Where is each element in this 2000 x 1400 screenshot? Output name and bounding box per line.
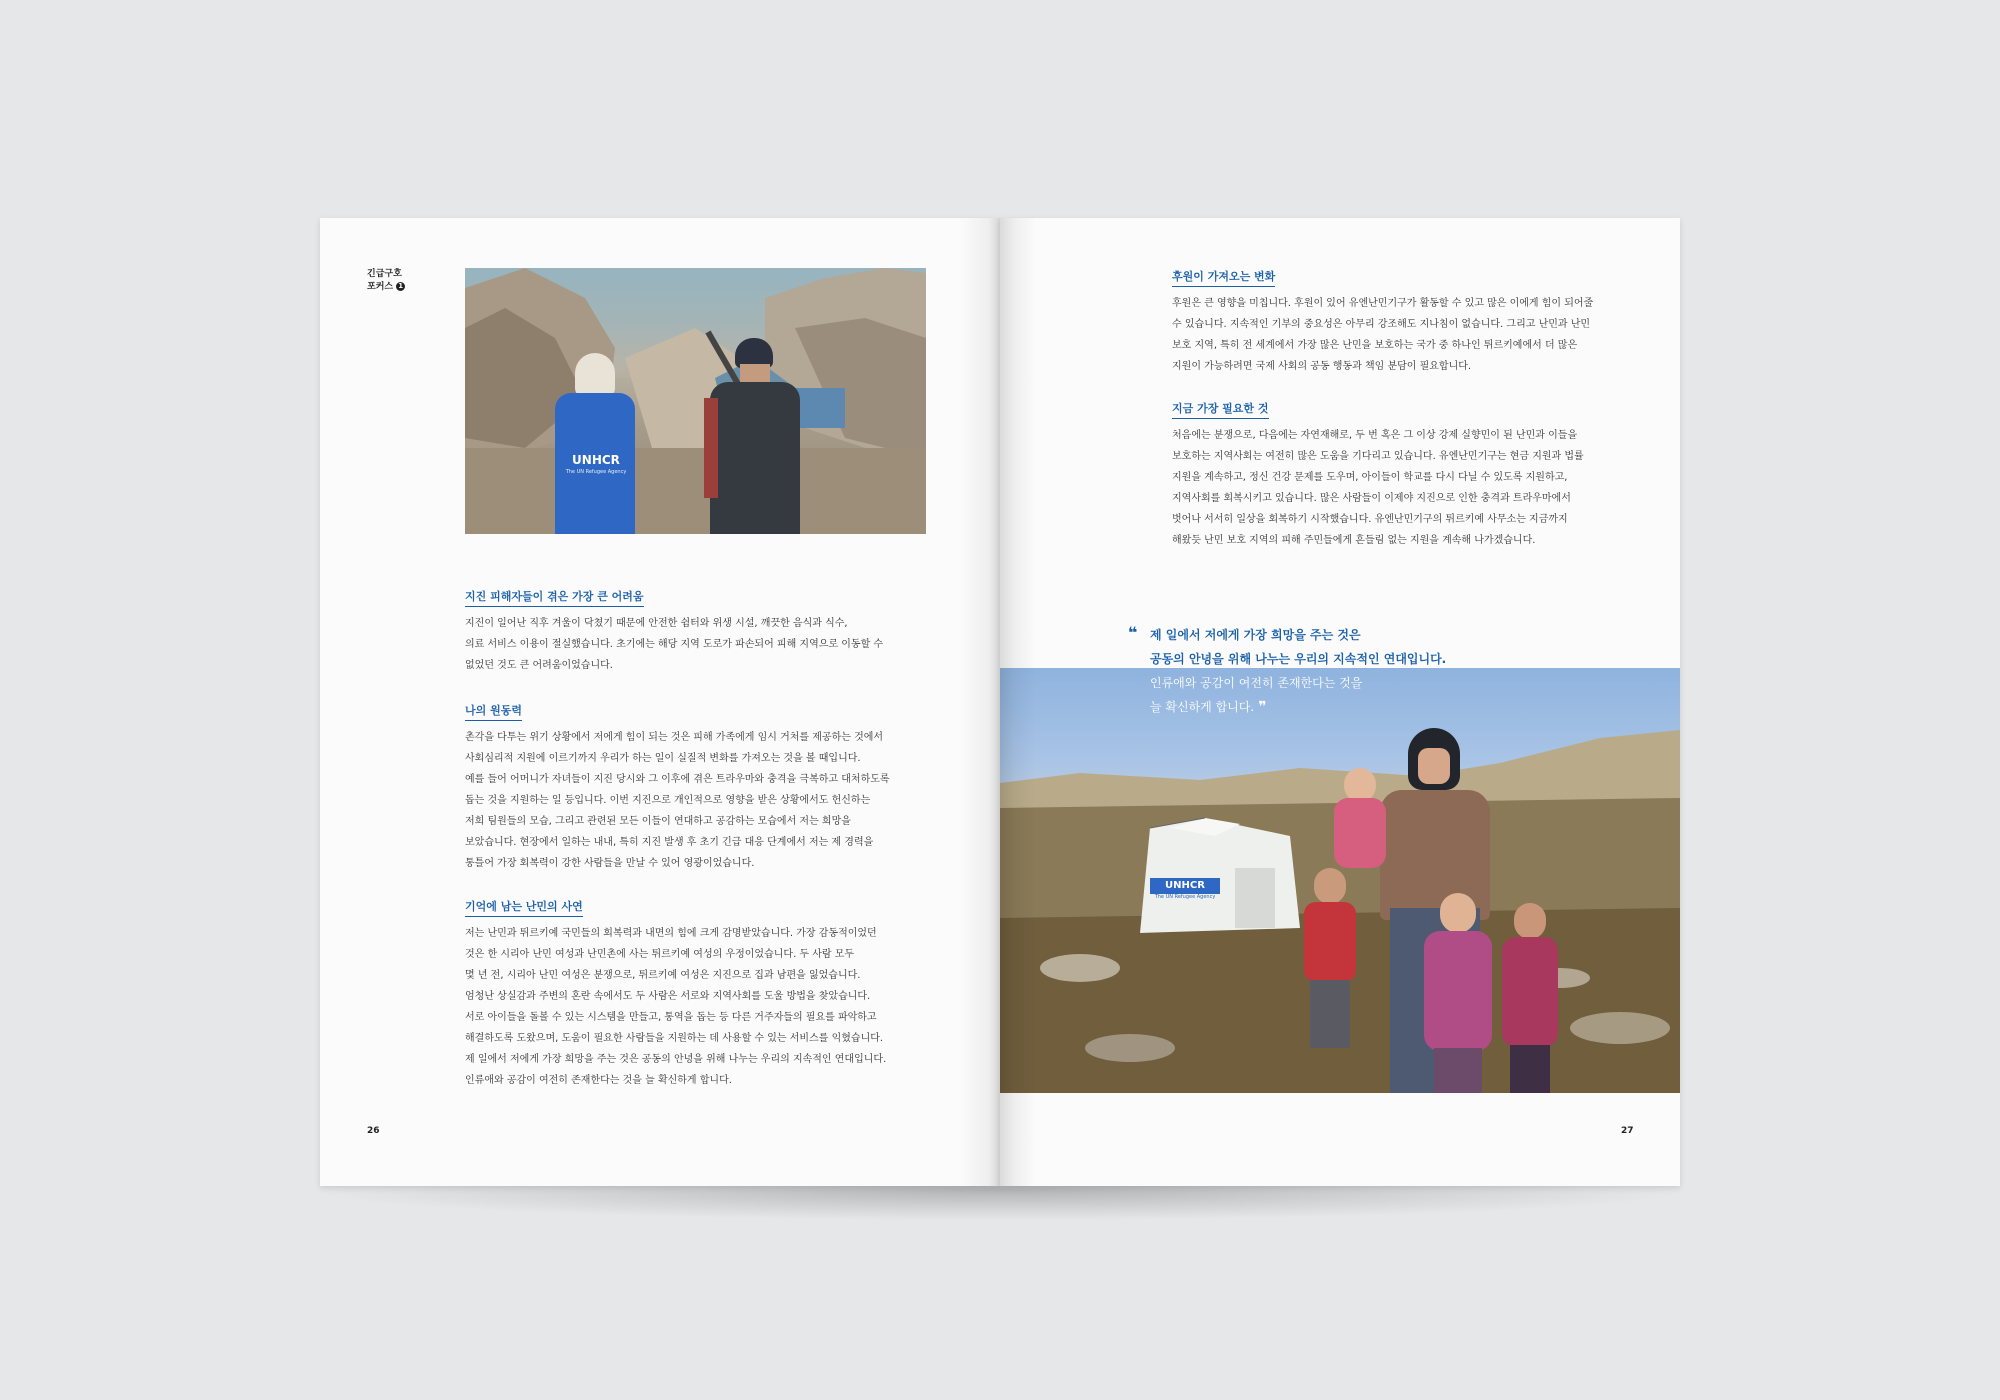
boy-pants: [1310, 980, 1350, 1048]
text-line: 촌각을 다투는 위기 상황에서 저에게 힘이 되는 것은 피해 가족에게 임시 거처를 제공하는 것에서: [465, 732, 884, 743]
gutter-shadow: [1000, 218, 1036, 1186]
girl2-pants: [1510, 1045, 1550, 1093]
text-line: 것은 한 시리아 난민 여성과 난민촌에 사는 튀르키예 여성의 우정이었습니다. 두 사람 모두: [465, 949, 855, 960]
boy-left: [1300, 868, 1360, 1048]
boy-shirt: [1304, 902, 1356, 982]
photo-rubble-aid-workers: [465, 268, 926, 534]
paragraph-donation-impact: [1172, 293, 1593, 377]
text-line: 수 있습니다. 지속적인 기부의 중요성은 아무리 강조해도 지나침이 없습니다. 그리고 난민과 난민: [1172, 319, 1591, 330]
text-line: 저는 난민과 튀르키예 국민들의 회복력과 내면의 힘에 크게 감명받았습니다. 가장 감동적이었던: [465, 928, 877, 939]
text-line: 처음에는 분쟁으로, 다음에는 자연재해로, 두 번 혹은 그 이상 강제 실향민이 된 난민과 이들을: [1172, 430, 1578, 441]
section-tag-line2: 포커스: [367, 282, 394, 292]
text-line: 저희 팀원들의 모습, 그리고 관련된 모든 이들이 연대하고 공감하는 모습에서 저는 희망을: [465, 816, 851, 827]
text-line: 예를 들어 어머니가 자녀들이 지진 당시와 그 이후에 겪은 트라우마와 충격을 극복하고 대처하도록: [465, 774, 890, 785]
text-line: 지원이 가능하려면 국제 사회의 공동 행동과 책임 분담이 필요합니다.: [1172, 361, 1472, 372]
baby-head: [1344, 768, 1376, 802]
left-page: [320, 218, 1000, 1186]
paragraph-hardships: [465, 613, 883, 676]
photo-rubble-scene: [465, 268, 926, 534]
text-line: 지역사회를 회복시키고 있습니다. 많은 사람들이 이제야 지진으로 인한 충격과 트라우마에서: [1172, 493, 1571, 504]
paragraph-current-needs: [1172, 425, 1584, 551]
text-line: 통틀어 가장 회복력이 강한 사람들을 만날 수 있어 영광이었습니다.: [465, 858, 755, 869]
heading-motivation: 나의 원동력: [465, 702, 522, 721]
close-quote-icon: ❞: [1258, 699, 1267, 715]
text-line: 제 일에서 저에게 가장 희망을 주는 것은 공동의 안녕을 위해 나누는 우리의 지속적인 연대입니다.: [465, 1054, 887, 1065]
girl-sweater: [1424, 931, 1492, 1051]
text-line: 의료 서비스 이용이 절실했습니다. 초기에는 해당 지역 도로가 파손되어 피해 지역으로 이동할 수: [465, 639, 884, 650]
text-line: 인류애와 공감이 여전히 존재한다는 것을 늘 확신하게 합니다.: [465, 1075, 732, 1086]
sleeve: [704, 398, 718, 498]
dark-vest: [710, 382, 800, 534]
section-number-badge: 1: [396, 282, 405, 291]
paragraph-motivation: [465, 727, 890, 874]
aid-worker-man: [710, 338, 800, 534]
text-line: 벗어나 서서히 일상을 회복하기 시작했습니다. 유엔난민기구의 튀르키예 사무소는 지금까지: [1172, 514, 1568, 525]
text-line: 엄청난 상실감과 주변의 혼란 속에서도 두 사람은 서로와 지역사회를 도울 방법을 찾았습니다.: [465, 991, 871, 1002]
text-line: 해왔듯 난민 보호 지역의 피해 주민들에게 흔들림 없는 지원을 계속해 나가겠습니다.: [1172, 535, 1536, 546]
face: [1418, 748, 1450, 784]
text-line: 후원은 큰 영향을 미칩니다. 후원이 있어 유엔난민기구가 활동할 수 있고 많은 이에게 힘이 되어줄: [1172, 298, 1594, 309]
section-tag-line1: 긴급구호: [367, 269, 402, 279]
text-line: 돕는 것을 지원하는 일 등입니다. 이번 지진으로 개인적으로 영향을 받은 상황에서도 헌신하는: [465, 795, 871, 806]
text-line: 사회심리적 지원에 이르기까지 우리가 하는 일이 실질적 변화를 가져오는 것을 볼 때입니다.: [465, 753, 861, 764]
heading-hardships: 지진 피해자들이 겪은 가장 큰 어려움: [465, 588, 644, 607]
text-line: 서로 아이들을 돌볼 수 있는 시스템을 만들고, 통역을 돕는 등 다른 거주자들의 필요를 파악하고: [465, 1012, 877, 1023]
text-line: 지진이 일어난 직후 겨울이 닥쳤기 때문에 안전한 쉼터와 위생 시설, 깨끗한 음식과 식수,: [465, 618, 848, 629]
heading-donation-impact: 후원이 가져오는 변화: [1172, 268, 1275, 287]
heading-current-needs: 지금 가장 필요한 것: [1172, 400, 1269, 419]
tent-logo: UNHCR: [1150, 878, 1220, 894]
baby-clothes: [1334, 798, 1386, 868]
text-line: 보호 지역, 특히 전 세계에서 가장 많은 난민을 보호하는 국가 중 하나인 튀르키예에서 더 많은: [1172, 340, 1578, 351]
quote-line-3: 인류애와 공감이 여전히 존재한다는 것을: [1150, 676, 1363, 690]
text-line: 지원을 계속하고, 정신 건강 문제를 도우며, 아이들이 학교를 다시 다닐 수 있도록 지원하고,: [1172, 472, 1568, 483]
aid-worker-woman: [555, 353, 635, 534]
text-line: 몇 년 전, 시리아 난민 여성은 분쟁으로, 튀르키예 여성은 지진으로 집과 남편을 잃었습니다.: [465, 970, 861, 981]
quote-line-4: 늘 확신하게 합니다.: [1150, 700, 1255, 714]
text-line: 보았습니다. 현장에서 일하는 내내, 특히 지진 발생 후 초기 긴급 대응 단계에서 저는 제 경력을: [465, 837, 874, 848]
photo-refugee-family: [1000, 668, 1680, 1093]
headscarf: [575, 353, 615, 398]
girl-right: [1500, 903, 1560, 1093]
pull-quote: [1128, 623, 1447, 719]
open-quote-icon: ❝: [1128, 623, 1138, 642]
gutter-shadow: [960, 218, 1000, 1186]
page-number-left: 26: [367, 1126, 380, 1136]
section-tag: [367, 268, 405, 294]
quote-line-1: 제 일에서 저에게 가장 희망을 주는 것은: [1150, 628, 1361, 642]
girl2-shirt: [1502, 937, 1558, 1047]
text-line: 없었던 것도 큰 어려움이었습니다.: [465, 660, 613, 671]
girl-pants: [1434, 1048, 1482, 1093]
vest-logo: UNHCR: [572, 453, 620, 467]
tent-logo-sub: The UN Refugee Agency: [1154, 894, 1216, 900]
girl-center: [1420, 893, 1495, 1093]
boy-head: [1314, 868, 1346, 904]
vest-sub: The UN Refugee Agency: [565, 469, 627, 475]
girl-head: [1440, 893, 1476, 933]
quote-line-2: 공동의 안녕을 위해 나누는 우리의 지속적인 연대입니다.: [1150, 652, 1447, 666]
paragraph-refugee-story: [465, 923, 886, 1091]
text-line: 보호하는 지역사회는 여전히 많은 도움을 기다리고 있습니다. 유엔난민기구는 현금 지원과 법률: [1172, 451, 1584, 462]
heading-refugee-story: 기억에 남는 난민의 사연: [465, 898, 583, 917]
text-line: 해결하도록 도왔으며, 도움이 필요한 사람들을 지원하는 데 사용할 수 있는 서비스를 익혔습니다.: [465, 1033, 884, 1044]
right-page: [1000, 218, 1680, 1186]
page-number-right: 27: [1621, 1126, 1634, 1136]
girl2-head: [1514, 903, 1546, 939]
